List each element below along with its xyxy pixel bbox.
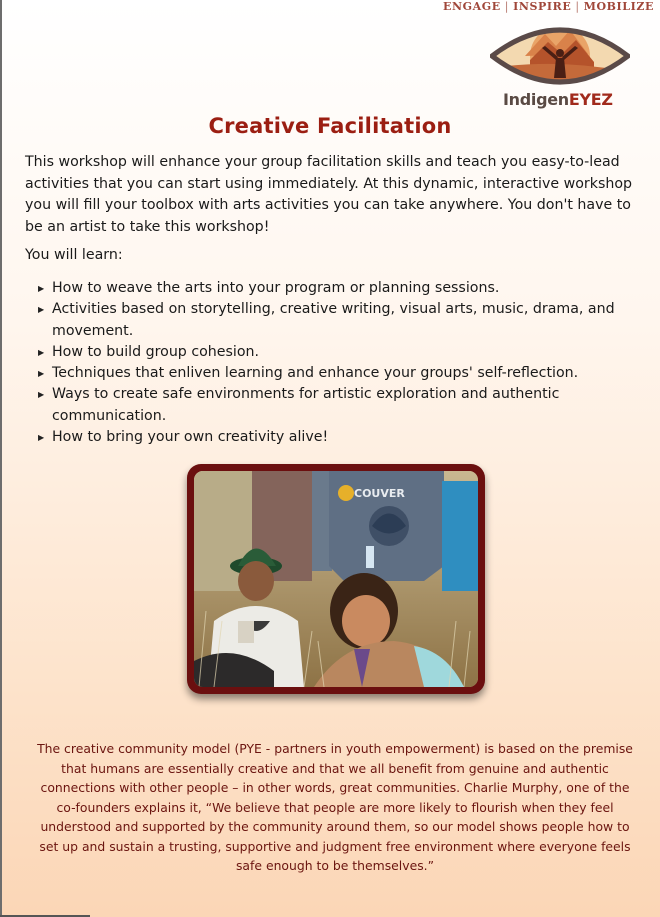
bullet-arrow-icon: ▶: [38, 284, 45, 293]
list-item-text: How to weave the arts into your program or planning sessions.: [52, 280, 500, 296]
learn-heading: You will learn:: [25, 247, 123, 263]
logo-wordmark-indigen: Indigen: [503, 90, 569, 109]
intro-paragraph: This workshop will enhance your group facilitation skills and teach you easy-to-lead activities that you can start using immediately. At this dynamic, interactive workshop you will fill your toolbox with arts activities you can take anywhere. You don't have to be an artist to take this workshop!: [25, 154, 633, 235]
bullet-arrow-icon: ▶: [38, 347, 45, 357]
list-item: [38, 342, 618, 363]
page-title: Creative Facilitation: [208, 114, 452, 138]
logo-wordmark-eyez: EYEZ: [568, 90, 613, 109]
quote-paragraph: The creative community model (PYE - partners in youth empowerment) is based on the premise that humans are essentially creative and that we all benefit from genuine and authentic connections with other people – in other words, great communities. Charlie Murphy, one of the co-founders explains it, “We believe that people are more likely to flourish when they feel understood and supported by the community around them, so our model shows people how to set up and sustain a trusting, supportive and judgment free environment where everyone feels safe enough to be themselves.”: [37, 741, 633, 873]
tagline-engage: ENGAGE: [443, 0, 501, 13]
tagline: [443, 0, 654, 13]
bullet-arrow-icon: ▶: [38, 390, 45, 400]
list-item: [38, 384, 618, 427]
workshop-photo-frame: [187, 464, 485, 694]
list-item: [38, 427, 618, 448]
list-item-text: How to bring your own creativity alive!: [52, 429, 329, 446]
list-item: [38, 278, 618, 299]
tagline-inspire: INSPIRE: [513, 0, 572, 13]
workshop-photo: [194, 471, 478, 687]
list-item-text: How to build group cohesion.: [52, 343, 260, 360]
tagline-mobilize: MOBILIZE: [583, 0, 654, 13]
tagline-separator: |: [504, 0, 510, 13]
workshop-photo-illustration: [194, 471, 478, 687]
bullet-arrow-icon: ▶: [38, 369, 45, 379]
tagline-separator: |: [575, 0, 580, 13]
bullet-arrow-icon: ▶: [38, 305, 45, 315]
list-item: [38, 363, 618, 384]
learning-list: [38, 278, 618, 448]
eye-logo-icon: [490, 16, 630, 96]
list-item-text: Techniques that enliven learning and enhance your groups' self-reflection.: [52, 365, 579, 382]
logo-wordmark: [503, 90, 613, 109]
bullet-arrow-icon: ▶: [38, 433, 45, 443]
list-item-text: Activities based on storytelling, creative writing, visual arts, music, drama, and movement.: [52, 301, 615, 339]
photo-shirt-text: COUVER: [354, 487, 405, 500]
list-item: [38, 299, 618, 342]
list-item-text: Ways to create safe environments for artistic exploration and authentic communication.: [52, 386, 560, 424]
